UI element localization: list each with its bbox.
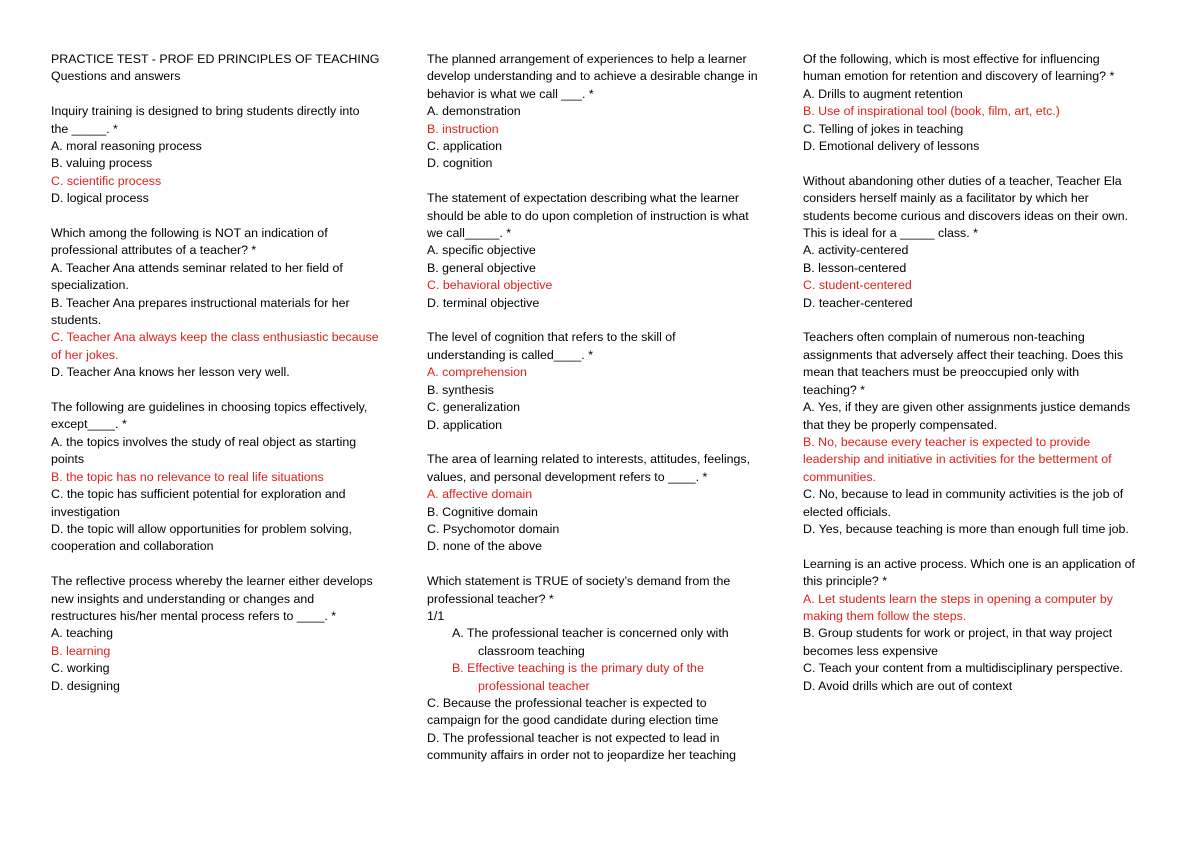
text-line: D. designing xyxy=(51,678,120,693)
spacer xyxy=(427,173,777,190)
answer-line: B. learning xyxy=(51,643,111,658)
spacer xyxy=(51,86,396,103)
answer-line: C. Teacher Ana always keep the class enthusiastic because xyxy=(51,330,379,345)
text-line: C. Psychomotor domain xyxy=(427,521,560,536)
text-line: D. Emotional delivery of lessons xyxy=(803,139,980,154)
answer-line: of her jokes. xyxy=(51,347,119,362)
text-line: professional attributes of a teacher? * xyxy=(51,243,257,258)
text-line: this principle? * xyxy=(803,574,888,589)
text-line: D. The professional teacher is not expected to lead in xyxy=(427,730,720,745)
answer-line: making them follow the steps. xyxy=(803,608,967,623)
column-left xyxy=(51,51,396,695)
text-line: B. general objective xyxy=(427,260,536,275)
text-line: D. terminal objective xyxy=(427,295,540,310)
answer-line: A. affective domain xyxy=(427,487,533,502)
text-line: A. The professional teacher is concerned only with xyxy=(452,626,729,641)
spacer xyxy=(51,208,396,225)
text-line: except____. * xyxy=(51,417,127,432)
text-line: Of the following, which is most effective for influencing xyxy=(803,52,1100,66)
answer-line: communities. xyxy=(803,469,876,484)
text-line: elected officials. xyxy=(803,504,891,519)
text-line: specialization. xyxy=(51,278,129,293)
text-line: C. Telling of jokes in teaching xyxy=(803,121,964,136)
text-line: D. teacher-centered xyxy=(803,295,913,310)
answer-line: C. student-centered xyxy=(803,278,912,293)
answer-line: B. instruction xyxy=(427,121,499,136)
text-line: understanding is called____. * xyxy=(427,347,594,362)
spacer xyxy=(803,538,1153,555)
answer-line: B. the topic has no relevance to real life situations xyxy=(51,469,324,484)
text-line: C. working xyxy=(51,661,110,676)
spacer xyxy=(51,382,396,399)
spacer xyxy=(427,556,777,573)
text-line: behavior is what we call ___. * xyxy=(427,86,594,101)
text-line: Learning is an active process. Which one is an application of xyxy=(803,556,1135,571)
text-line: D. application xyxy=(427,417,503,432)
text-line: B. Group students for work or project, in that way project xyxy=(803,626,1113,641)
text-line: becomes less expensive xyxy=(803,643,938,658)
answer-line: C. scientific process xyxy=(51,173,162,188)
text-line: students become curious and discovers ideas on their own. xyxy=(803,208,1129,223)
text-line: A. demonstration xyxy=(427,104,521,119)
answer-line: B. Use of inspirational tool (book, film, art, etc.) xyxy=(803,104,1060,119)
text-line: D. Yes, because teaching is more than enough full time job. xyxy=(803,521,1129,536)
text-line: restructures his/her mental process refers to ____. * xyxy=(51,608,337,623)
text-line: investigation xyxy=(51,504,120,519)
text-line: A. Yes, if they are given other assignments justice demands xyxy=(803,400,1131,415)
text-line: community affairs in order not to jeopardize her teaching xyxy=(427,748,737,763)
spacer xyxy=(803,312,1153,329)
text-line: C. No, because to lead in community activities is the job of xyxy=(803,487,1124,502)
text-line: Without abandoning other duties of a teacher, Teacher Ela xyxy=(803,173,1122,188)
text-line: C. application xyxy=(427,139,503,154)
column-right xyxy=(803,51,1153,695)
text-line: Inquiry training is designed to bring students directly into xyxy=(51,104,360,119)
text-line: classroom teaching xyxy=(478,643,585,658)
spacer xyxy=(803,155,1153,172)
text-line: campaign for the good candidate during election time xyxy=(427,713,719,728)
column-middle xyxy=(427,51,777,765)
text-line: should be able to do upon completion of instruction is what xyxy=(427,208,749,223)
text-line: D. Teacher Ana knows her lesson very well. xyxy=(51,365,290,380)
text-line: The following are guidelines in choosing topics effectively, xyxy=(51,400,368,415)
text-line: The planned arrangement of experiences to help a learner xyxy=(427,52,747,66)
text-line: C. the topic has sufficient potential for exploration and xyxy=(51,487,346,502)
text-line: D. logical process xyxy=(51,191,149,206)
text-line: D. cognition xyxy=(427,156,493,171)
text-line: A. specific objective xyxy=(427,243,536,258)
text-line: B. valuing process xyxy=(51,156,153,171)
text-line: cooperation and collaboration xyxy=(51,539,214,554)
text-line: Which statement is TRUE of society’s demand from the xyxy=(427,574,731,589)
text-line: The statement of expectation describing what the learner xyxy=(427,191,740,206)
text-line: A. activity-centered xyxy=(803,243,909,258)
spacer xyxy=(51,556,396,573)
text-line: C. Teach your content from a multidisciplinary perspective. xyxy=(803,661,1124,676)
answer-line: C. behavioral objective xyxy=(427,278,553,293)
answer-line: A. comprehension xyxy=(427,365,527,380)
text-line: the _____. * xyxy=(51,121,118,136)
text-line: B. lesson-centered xyxy=(803,260,907,275)
spacer xyxy=(427,434,777,451)
text-line: teaching? * xyxy=(803,382,866,397)
text-line: students. xyxy=(51,313,102,328)
text-line: points xyxy=(51,452,85,467)
text-line: D. the topic will allow opportunities for problem solving, xyxy=(51,521,352,536)
text-line: values, and personal development refers to ____. * xyxy=(427,469,708,484)
text-line: Teachers often complain of numerous non-teaching xyxy=(803,330,1085,345)
text-line: mean that teachers must be preoccupied only with xyxy=(803,365,1080,380)
text-line: assignments that adversely affect their teaching. Does this xyxy=(803,347,1124,362)
text-line: professional teacher? * xyxy=(427,591,554,606)
answer-line: B. Effective teaching is the primary duty of the xyxy=(452,661,704,676)
text-line: A. Teacher Ana attends seminar related to her field of xyxy=(51,260,343,275)
text-line: human emotion for retention and discovery of learning? * xyxy=(803,69,1115,84)
text-line: D. Avoid drills which are out of context xyxy=(803,678,1013,693)
text-line: A. teaching xyxy=(51,626,113,641)
text-line: A. the topics involves the study of real object as starting xyxy=(51,434,357,449)
text-line: A. Drills to augment retention xyxy=(803,86,963,101)
text-line: develop understanding and to achieve a desirable change in xyxy=(427,69,758,84)
text-line: The area of learning related to interests, attitudes, feelings, xyxy=(427,452,751,467)
text-line: new insights and understanding or changes and xyxy=(51,591,315,606)
text-line: considers herself mainly as a facilitator by which her xyxy=(803,191,1089,206)
text-line: B. Teacher Ana prepares instructional materials for her xyxy=(51,295,350,310)
text-line: A. moral reasoning process xyxy=(51,139,202,154)
text-line: B. Cognitive domain xyxy=(427,504,538,519)
answer-line: B. No, because every teacher is expected to provide xyxy=(803,434,1091,449)
spacer xyxy=(427,312,777,329)
answer-line: leadership and initiative in activities for the betterment of xyxy=(803,452,1112,467)
text-line: 1/1 xyxy=(427,608,445,623)
text-line: This is ideal for a _____ class. * xyxy=(803,226,978,241)
text-line: PRACTICE TEST - PROF ED PRINCIPLES OF TEACHING xyxy=(51,52,380,66)
answer-line: professional teacher xyxy=(478,678,590,693)
text-line: C. Because the professional teacher is expected to xyxy=(427,695,707,710)
text-line: D. none of the above xyxy=(427,539,543,554)
text-line: Questions and answers xyxy=(51,69,181,84)
text-line: The level of cognition that refers to the skill of xyxy=(427,330,676,345)
answer-line: A. Let students learn the steps in opening a computer by xyxy=(803,591,1113,606)
text-line: Which among the following is NOT an indication of xyxy=(51,226,328,241)
text-line: C. generalization xyxy=(427,400,520,415)
text-line: we call_____. * xyxy=(427,226,512,241)
text-line: that they be properly compensated. xyxy=(803,417,998,432)
text-line: B. synthesis xyxy=(427,382,494,397)
text-line: The reflective process whereby the learner either develops xyxy=(51,574,373,589)
